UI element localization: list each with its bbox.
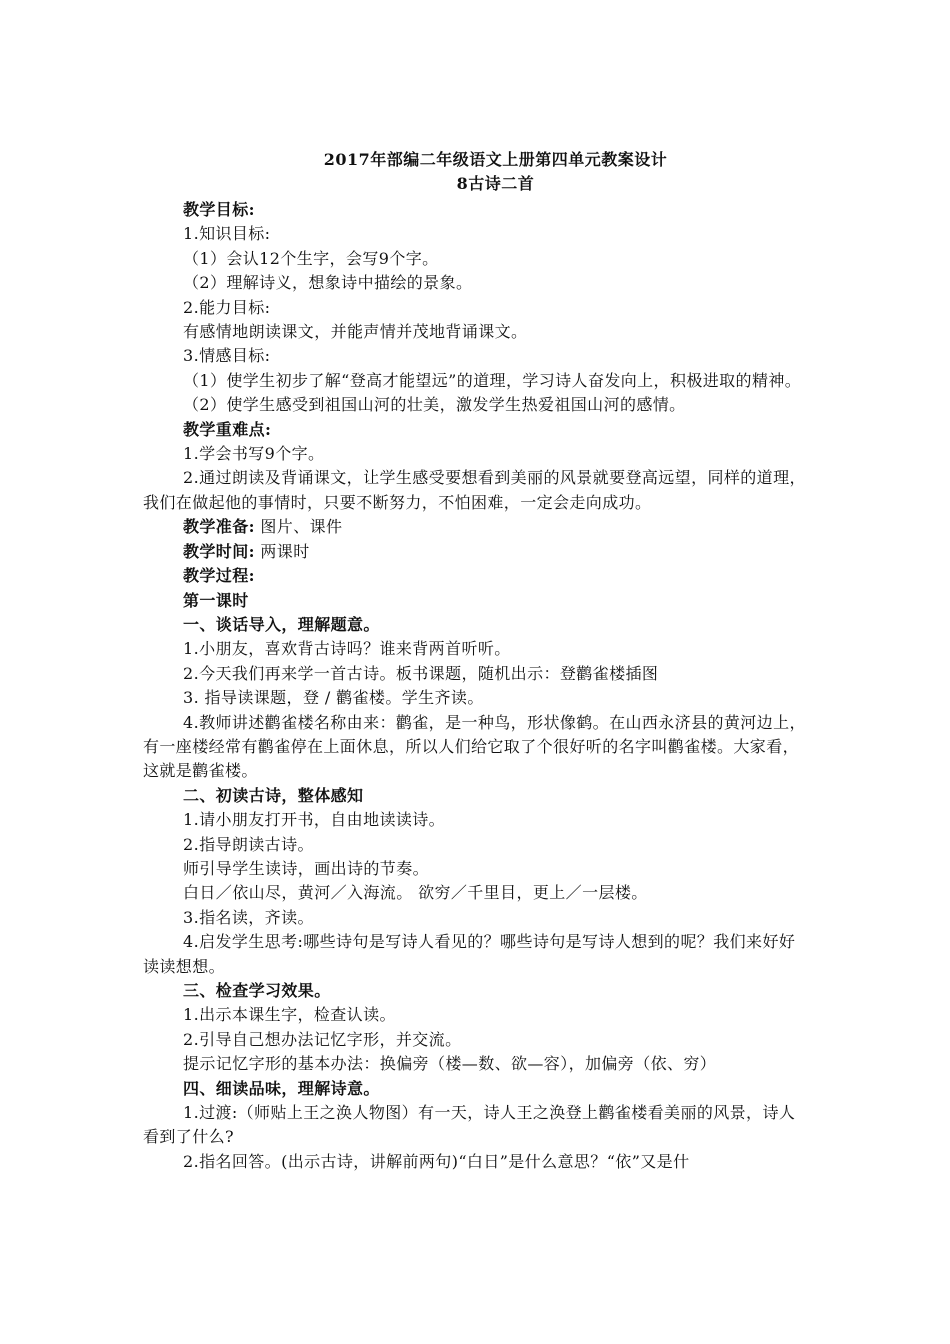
paragraph: 2.今天我们再来学一首古诗。板书课题，随机出示：登鹳雀楼插图 bbox=[183, 663, 659, 683]
document-subtitle: 8古诗二首 bbox=[456, 174, 535, 193]
paragraph: 白日／依山尽，黄河／入海流。 欲穷／千里目，更上／一层楼。 bbox=[183, 883, 648, 903]
paragraph: 1.请小朋友打开书，自由地读读诗。 bbox=[183, 810, 446, 830]
paragraph: 2.指名回答。(出示古诗，讲解前两句)“白日”是什么意思？“依”又是什 bbox=[183, 1151, 690, 1171]
field-label: 教学时间: bbox=[183, 541, 255, 561]
paragraph: 有感情地朗读课文，并能声情并茂地背诵课文。 bbox=[183, 322, 528, 342]
field-value: 图片、课件 bbox=[254, 517, 343, 537]
paragraph bbox=[143, 515, 810, 539]
paragraph: 1.学会书写9个字。 bbox=[183, 444, 325, 464]
section-heading: 一、谈话导入，理解题意。 bbox=[183, 614, 380, 634]
paragraph: （1）会认12个生字，会写9个字。 bbox=[183, 248, 439, 268]
field-label: 教学准备: bbox=[183, 517, 255, 537]
paragraph: 师引导学生读诗，画出诗的节奏。 bbox=[183, 858, 430, 878]
paragraph: （2）使学生感受到祖国山河的壮美，激发学生热爱祖国山河的感情。 bbox=[183, 395, 686, 415]
section-heading: 教学重难点: bbox=[183, 419, 272, 439]
paragraph: （2）理解诗义，想象诗中描绘的景象。 bbox=[183, 273, 473, 293]
paragraph bbox=[143, 540, 810, 564]
paragraph: 2.引导自己想办法记忆字形，并交流。 bbox=[183, 1029, 462, 1049]
section-heading: 教学目标: bbox=[183, 200, 255, 219]
paragraph: 提示记忆字形的基本办法：换偏旁（楼—数、欲—容），加偏旁（依、穷） bbox=[183, 1054, 717, 1074]
paragraph: 2.指导朗读古诗。 bbox=[183, 834, 314, 854]
section-heading: 教学过程: bbox=[183, 566, 255, 586]
paragraph: 1.出示本课生字，检查认读。 bbox=[183, 1005, 396, 1025]
paragraph: （1）使学生初步了解“登高才能望远”的道理，学习诗人奋发向上，积极进取的精神。 bbox=[183, 370, 802, 390]
section-heading: 三、检查学习效果。 bbox=[183, 981, 331, 1000]
section-heading: 第一课时 bbox=[183, 590, 249, 610]
paragraph: 1.知识目标: bbox=[183, 224, 271, 244]
paragraph: 3. 指导读课题，登 / 鹳雀楼。学生齐读。 bbox=[183, 688, 484, 708]
paragraph: 4.教师讲述鹳雀楼名称由来：鹳雀，是一种鸟，形状像鹤。在山西永济县的黄河边上，有一座楼经常有鹳雀停在上面休息，所以人们给它取了个很好听的名字叫鹳雀楼。大家看，这就是鹳雀楼。 bbox=[143, 712, 806, 781]
paragraph: 2.能力目标: bbox=[183, 297, 271, 317]
paragraph: 4.启发学生思考:哪些诗句是写诗人看见的？哪些诗句是写诗人想到的呢？我们来好好读读想想。 bbox=[143, 932, 796, 976]
paragraph: 2.通过朗读及背诵课文，让学生感受要想看到美丽的风景就要登高远望，同样的道理，我们在做起他的事情时，只要不断努力，不怕困难，一定会走向成功。 bbox=[143, 468, 806, 512]
section-heading: 四、细读品味，理解诗意。 bbox=[183, 1078, 380, 1098]
document-title: 2017年部编二年级语文上册第四单元教案设计 bbox=[323, 150, 668, 169]
document-body bbox=[143, 198, 810, 1174]
section-heading: 二、初读古诗，整体感知 bbox=[183, 785, 364, 805]
paragraph: 1.过渡:（师贴上王之涣人物图）有一天，诗人王之涣登上鹳雀楼看美丽的风景，诗人看到了什么? bbox=[143, 1103, 796, 1147]
paragraph: 1.小朋友，喜欢背古诗吗？谁来背两首听听。 bbox=[183, 639, 511, 659]
paragraph: 3.情感目标: bbox=[183, 346, 271, 366]
field-value: 两课时 bbox=[254, 541, 310, 561]
paragraph: 3.指名读，齐读。 bbox=[183, 907, 314, 927]
